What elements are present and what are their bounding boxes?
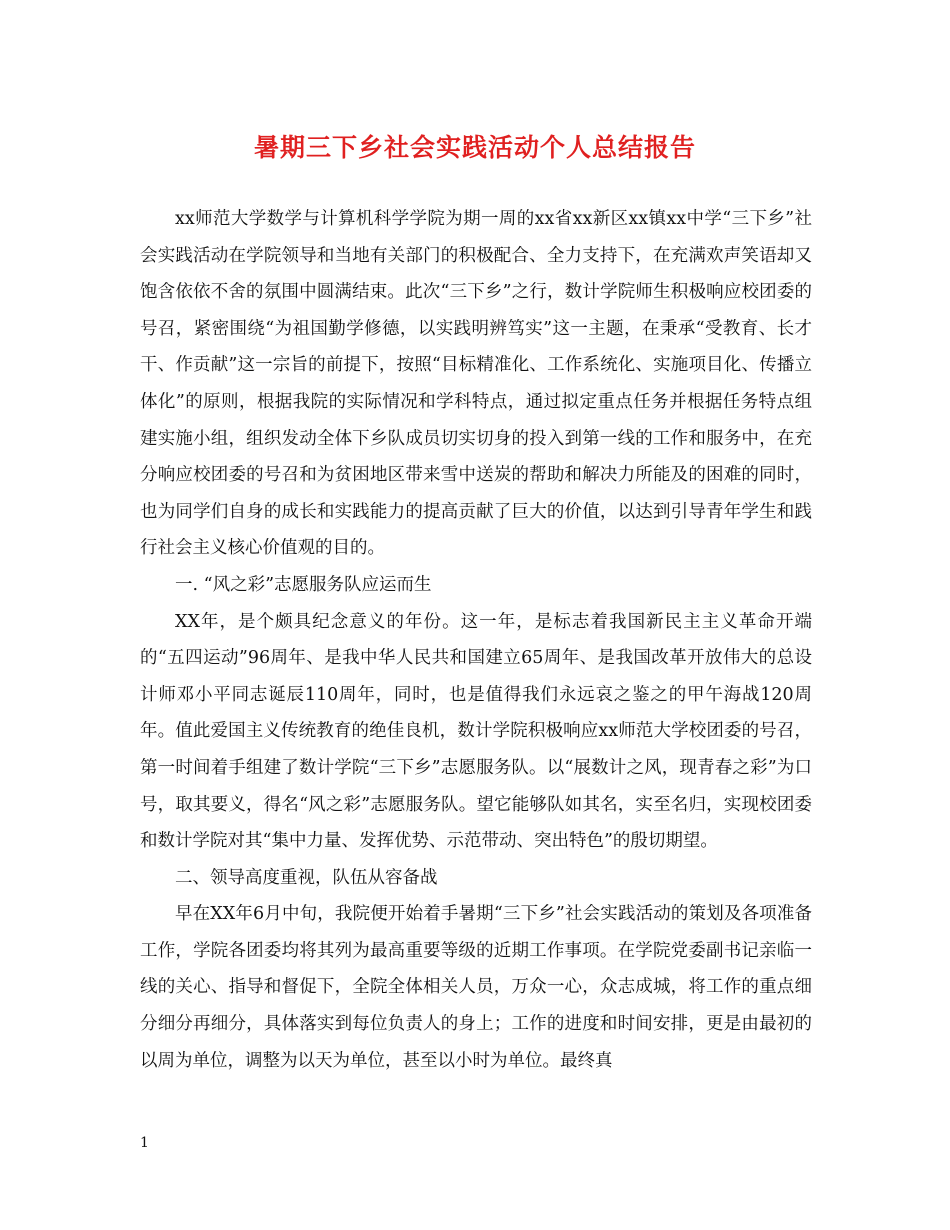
page-number: 1 — [140, 1135, 149, 1151]
paragraph-section-1: XX年，是个颇具纪念意义的年份。这一年，是标志着我国新民主主义革命开端的“五四运动”96周年、是我中华人民共和国建立65周年、是我国改革开放伟大的总设计师邓小平同志诞辰110周年，同时，也是值得我们永远哀之鉴之的甲午海战120周年。值此爱国主义传统教育的绝佳良机，数计学院积极响应xx师范大学校团委的号召，第一时间着手组建了数计学院“三下乡”志愿服务队。以“展数计之风，现青春之彩”为口号，取其要义，得名“风之彩”志愿服务队。望它能够队如其名，实至名归，实现校团委和数计学院对其“集中力量、发挥优势、示范带动、突出特色”的殷切期望。 — [140, 611, 812, 852]
paragraph-section-2: 早在XX年6月中旬，我院便开始着手暑期“三下乡”社会实践活动的策划及各项准备工作，学院各团委均将其列为最高重要等级的近期工作事项。在学院党委副书记亲临一线的关心、指导和督促下，全院全体相关人员，万众一心，众志成城，将工作的重点细分细分再细分，具体落实到每位负责人的身上；工作的进度和时间安排，更是由最初的以周为单位，调整为以天为单位，甚至以小时为单位。最终真 — [140, 904, 812, 1071]
section-heading-1: 一. “风之彩”志愿服务队应运而生 — [175, 574, 432, 595]
document-body — [140, 201, 812, 1079]
section-heading-2: 二、领导高度重视，队伍从容备战 — [175, 867, 438, 888]
paragraph-intro: xx师范大学数学与计算机科学学院为期一周的xx省xx新区xx镇xx中学“三下乡”社会实践活动在学院领导和当地有关部门的积极配合、全力支持下，在充满欢声笑语却又饱含依依不舍的氛围中圆满结束。此次“三下乡”之行，数计学院师生积极响应校团委的号召，紧密围绕“为祖国勤学修德，以实践明辨笃实”这一主题，在秉承“受教育、长才干、作贡献”这一宗旨的前提下，按照“目标精准化、工作系统化、实施项目化、传播立体化”的原则，根据我院的实际情况和学科特点，通过拟定重点任务并根据任务特点组建实施小组，组织发动全体下乡队成员切实切身的投入到第一线的工作和服务中，在充分响应校团委的号召和为贫困地区带来雪中送炭的帮助和解决力所能及的困难的同时，也为同学们自身的成长和实践能力的提高贡献了巨大的价值，以达到引导青年学生和践行社会主义核心价值观的目的。 — [140, 209, 812, 559]
document-title: 暑期三下乡社会实践活动个人总结报告 — [253, 133, 696, 162]
